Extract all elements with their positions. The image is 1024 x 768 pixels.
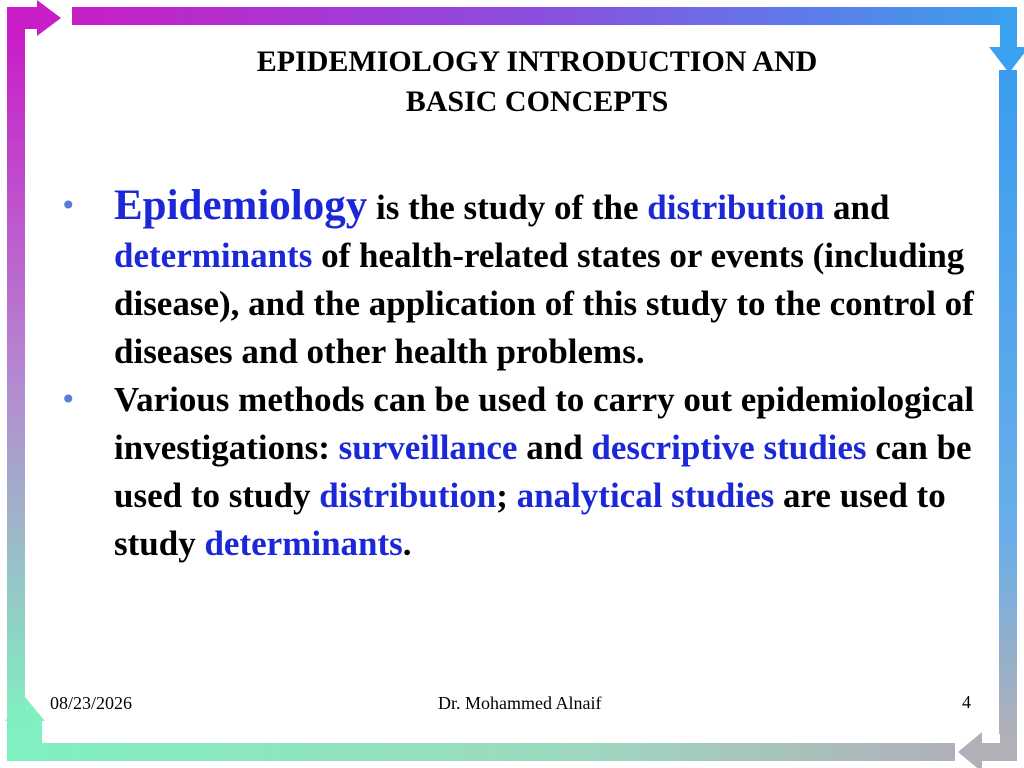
frame-top-bar: [72, 7, 1017, 25]
bullet-2-keyword-4: analytical studies: [516, 476, 775, 515]
bullet-dot-icon: •: [60, 189, 77, 222]
bullet-1-text-1: is the study of the: [367, 188, 648, 227]
bullet-2-keyword-5: determinants: [204, 524, 403, 563]
frame-left-bar: [7, 35, 25, 725]
bullet-dot-icon: •: [60, 383, 77, 416]
bullet-2-keyword-1: surveillance: [338, 428, 518, 467]
bullet-1-keyword-2: determinants: [114, 236, 313, 275]
frame-bottom-bar: [20, 743, 955, 761]
frame-arrow-left-icon: [958, 732, 1017, 768]
slide-title-line-1: EPIDEMIOLOGY INTRODUCTION AND: [256, 45, 818, 78]
bullet-2-text-4: ;: [496, 476, 517, 515]
slide-title-line-2: BASIC CONCEPTS: [405, 85, 669, 118]
bullet-item-1: [60, 182, 985, 376]
bullet-item-2: [60, 376, 985, 568]
bullet-2-text-2: and: [517, 428, 592, 467]
frame-right-bar: [999, 70, 1017, 734]
bullet-2-text-1: Various methods can be used to carry out epidemiological investigations:: [114, 380, 975, 467]
frame-arrow-right-icon: [7, 0, 61, 41]
bullet-2-keyword-3: distribution: [319, 476, 497, 515]
bullet-2-text-3: can be used to study: [114, 428, 972, 515]
bullet-2-text-5: are used to study: [114, 476, 946, 563]
slide-body: [60, 182, 985, 568]
bullet-1-lead-term: Epidemiology: [114, 182, 368, 229]
bullet-1-text-2: and: [824, 188, 890, 227]
bullet-2-text-6: .: [402, 524, 412, 563]
footer-date: 08/23/2026: [50, 693, 133, 713]
bullet-1-keyword-1: distribution: [647, 188, 825, 227]
slide-title: [150, 42, 924, 122]
slide-number: 4: [962, 692, 971, 712]
bullet-1-text-3: of health-related states or events (including disease), and the application of this study to the control of diseases and other health problems.: [114, 236, 974, 371]
footer-author: Dr. Mohammed Alnaif: [438, 693, 602, 713]
bullet-2-keyword-2: descriptive studies: [591, 428, 867, 467]
